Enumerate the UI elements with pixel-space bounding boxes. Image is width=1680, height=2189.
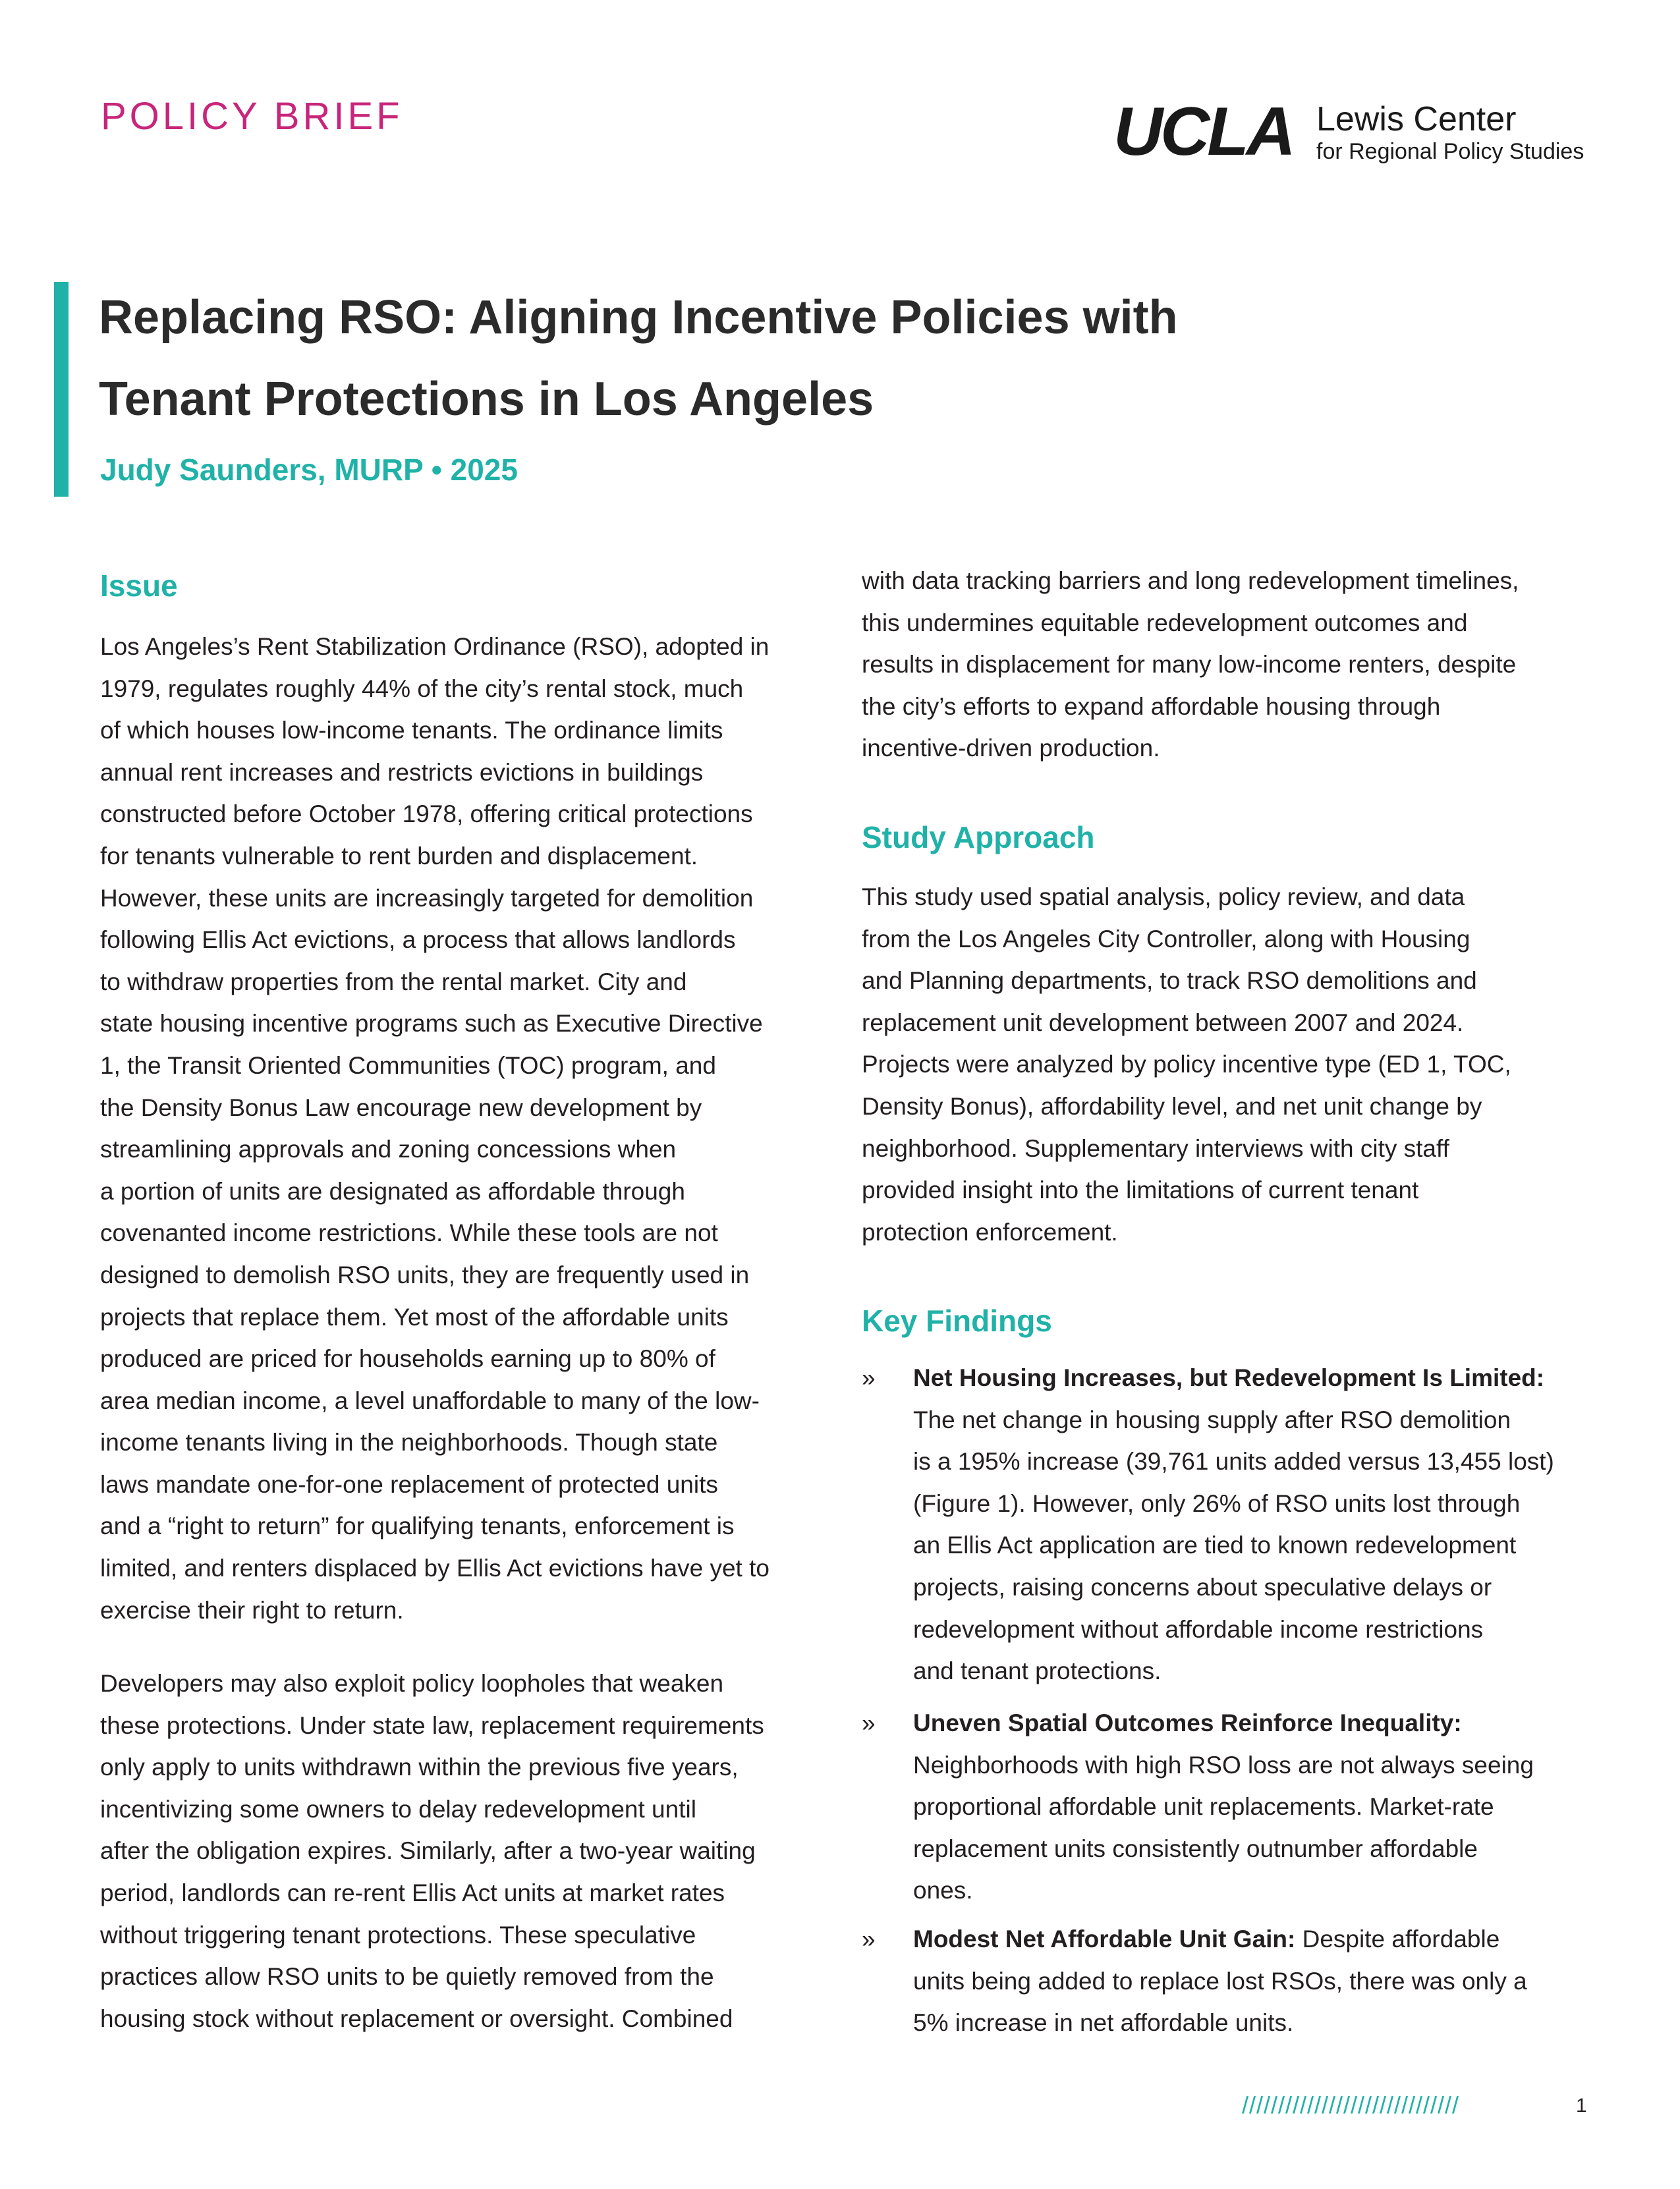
text-line: state housing incentive programs such as Executive Directive — [100, 1010, 763, 1038]
lewis-center-subtitle: for Regional Policy Studies — [1316, 139, 1584, 164]
finding-body — [913, 1918, 1527, 2044]
text-line: (Figure 1). However, only 26% of RSO units lost through — [913, 1489, 1521, 1517]
text-line: Developers may also exploit policy loopholes that weaken — [100, 1670, 724, 1697]
text-line: practices allow RSO units to be quietly removed from the — [100, 1963, 714, 1991]
text-line: this undermines equitable redevelopment outcomes and — [862, 609, 1468, 636]
bullet-marker-icon: » — [862, 1709, 876, 1736]
study-approach-heading: Study Approach — [862, 820, 1095, 854]
text-line: limited, and renters displaced by Ellis Act evictions have yet to — [100, 1555, 770, 1582]
text-line: to withdraw properties from the rental market. City and — [100, 968, 687, 995]
finding-lead: Net Housing Increases, but Redevelopment Is Limited: — [913, 1364, 1545, 1391]
finding-body — [913, 1702, 1534, 1912]
text-line: with data tracking barriers and long redevelopment timelines, — [862, 567, 1519, 594]
text-line: and a “right to return” for qualifying tenants, enforcement is — [100, 1512, 735, 1540]
text-line: projects that replace them. Yet most of the affordable units — [100, 1303, 729, 1331]
text-line: period, landlords can re-rent Ellis Act units at market rates — [100, 1879, 725, 1906]
text-line: 1979, regulates roughly 44% of the city’s rental stock, much — [100, 675, 744, 702]
finding-first-line — [913, 1357, 1554, 1399]
text-line: results in displacement for many low-income renters, despite — [862, 651, 1517, 679]
text-line: This study used spatial analysis, policy review, and data — [862, 883, 1465, 910]
text-line: housing stock without replacement or oversight. Combined — [100, 2005, 733, 2032]
text-line: ones. — [913, 1877, 973, 1904]
finding-first-rest: Despite affordable — [1295, 1926, 1500, 1953]
finding-first-line — [913, 1918, 1527, 1960]
title-accent-bar — [54, 282, 69, 497]
text-line: 5% increase in net affordable units. — [913, 2009, 1294, 2037]
finding-body — [913, 1357, 1554, 1692]
text-line: Density Bonus), affordability level, and net unit change by — [862, 1092, 1482, 1120]
text-line: protection enforcement. — [862, 1218, 1118, 1246]
text-line: income tenants living in the neighborhoods. Though state — [100, 1429, 718, 1456]
text-line: and tenant protections. — [913, 1657, 1162, 1685]
text-line: an Ellis Act application are tied to known redevelopment — [913, 1532, 1517, 1559]
text-line: incentive-driven production. — [862, 734, 1160, 762]
footer-decoration: ////////////////////////////// — [1242, 2092, 1460, 2119]
text-line: Neighborhoods with high RSO loss are not always seeing — [913, 1751, 1534, 1779]
study-approach-paragraph — [862, 876, 1511, 1253]
text-line: after the obligation expires. Similarly, after a two-year waiting — [100, 1837, 756, 1865]
text-line: constructed before October 1978, offering critical protections — [100, 800, 753, 828]
title-line: Tenant Protections in Los Angeles — [99, 373, 874, 426]
text-line: Projects were analyzed by policy incentive type (ED 1, TOC, — [862, 1051, 1511, 1078]
text-line: produced are priced for households earning up to 80% of — [100, 1345, 715, 1373]
page-title — [99, 277, 1351, 440]
page-number: 1 — [1576, 2095, 1587, 2117]
text-line: designed to demolish RSO units, they are frequently used in — [100, 1261, 750, 1288]
text-line: a portion of units are designated as affordable through — [100, 1177, 685, 1205]
issue-heading: Issue — [100, 568, 178, 603]
text-line: exercise their right to return. — [100, 1596, 404, 1624]
bullet-marker-icon: » — [862, 1364, 876, 1391]
key-findings-heading: Key Findings — [862, 1304, 1052, 1338]
text-line: provided insight into the limitations of current tenant — [862, 1177, 1419, 1204]
text-line: incentivizing some owners to delay redevelopment until — [100, 1795, 696, 1823]
text-line: the city’s efforts to expand affordable housing through — [862, 692, 1441, 720]
text-line: streamlining approvals and zoning concessions when — [100, 1136, 677, 1163]
text-line: of which houses low-income tenants. The ordinance limits — [100, 717, 723, 744]
text-line: 1, the Transit Oriented Communities (TOC) program, and — [100, 1051, 716, 1079]
text-line: without triggering tenant protections. These speculative — [100, 1921, 696, 1949]
text-line: However, these units are increasingly targeted for demolition — [100, 884, 754, 912]
text-line: area median income, a level unaffordable to many of the low- — [100, 1387, 760, 1414]
text-line: The net change in housing supply after RSO demolition — [913, 1406, 1511, 1433]
issue-paragraph-2 — [100, 1663, 764, 2039]
text-line: and Planning departments, to track RSO demolitions and — [862, 967, 1477, 995]
text-line: replacement unit development between 2007 and 2024. — [862, 1009, 1464, 1036]
ucla-logo: UCLA — [1113, 94, 1293, 170]
issue-paragraph-1 — [100, 626, 770, 1631]
title-line: Replacing RSO: Aligning Incentive Policies with — [99, 291, 1178, 344]
text-line: from the Los Angeles City Controller, along with Housing — [862, 925, 1470, 953]
text-line: is a 195% increase (39,761 units added versus 13,455 lost) — [913, 1448, 1554, 1476]
text-line: laws mandate one-for-one replacement of protected units — [100, 1470, 718, 1498]
text-line: annual rent increases and restricts evictions in buildings — [100, 758, 704, 786]
text-line: the Density Bonus Law encourage new development by — [100, 1094, 702, 1121]
document-type-label: POLICY BRIEF — [101, 95, 403, 138]
text-line: units being added to replace lost RSOs, there was only a — [913, 1967, 1527, 1995]
text-line: projects, raising concerns about speculative delays or — [913, 1573, 1492, 1601]
lewis-center-name: Lewis Center — [1316, 100, 1517, 138]
issue-paragraph-continued — [862, 560, 1519, 769]
text-line: proportional affordable unit replacements. Market-rate — [913, 1793, 1494, 1821]
text-line: covenanted income restrictions. While these tools are not — [100, 1219, 718, 1247]
text-line: replacement units consistently outnumber affordable — [913, 1835, 1478, 1862]
text-line: these protections. Under state law, replacement requirements — [100, 1711, 764, 1739]
text-line: only apply to units withdrawn within the previous five years, — [100, 1754, 739, 1781]
finding-lead: Uneven Spatial Outcomes Reinforce Inequality: — [913, 1709, 1462, 1736]
text-line: for tenants vulnerable to rent burden and displacement. — [100, 842, 698, 870]
bullet-marker-icon: » — [862, 1926, 876, 1953]
author-byline: Judy Saunders, MURP • 2025 — [100, 453, 518, 487]
text-line: Los Angeles’s Rent Stabilization Ordinance (RSO), adopted in — [100, 633, 770, 660]
finding-first-line — [913, 1702, 1534, 1744]
finding-lead: Modest Net Affordable Unit Gain: — [913, 1926, 1296, 1953]
text-line: neighborhood. Supplementary interviews with city staff — [862, 1134, 1449, 1162]
text-line: following Ellis Act evictions, a process that allows landlords — [100, 926, 736, 954]
text-line: redevelopment without affordable income restrictions — [913, 1615, 1484, 1643]
